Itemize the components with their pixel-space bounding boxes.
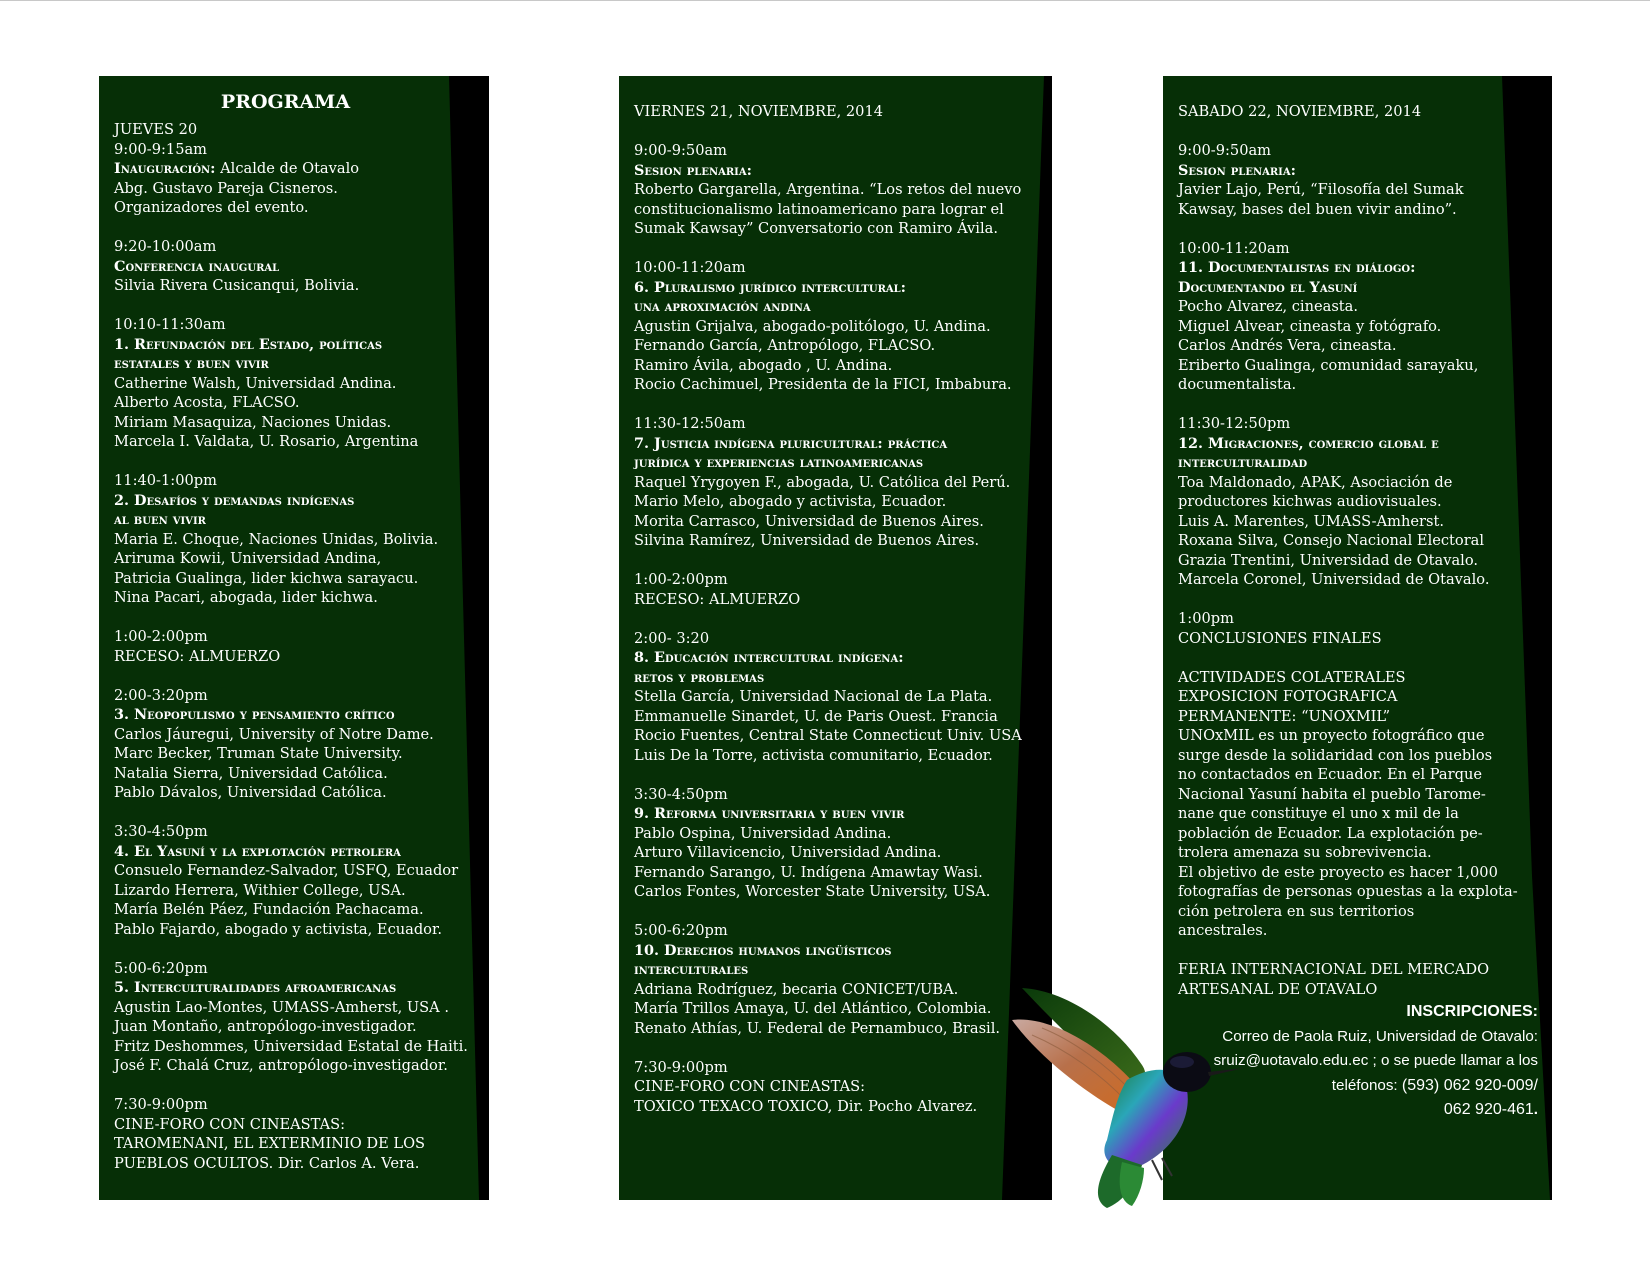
session-line: Agustin Grijalva, abogado-politólogo, U. Andina. bbox=[634, 317, 991, 335]
session-time: 1:00-2:00pm bbox=[634, 571, 728, 588]
session-line: Renato Athías, U. Federal de Pernambuco, Brasil. bbox=[634, 1019, 1001, 1037]
session-title: 10. Derechos humanos lingüísticos bbox=[634, 941, 892, 959]
session-title: 3. Neopopulismo y pensamiento crítico bbox=[114, 706, 395, 723]
session-line: Rocio Fuentes, Central State Connecticut Univ. USA bbox=[634, 727, 1022, 744]
session-line: nane que constituye el uno x mil de la bbox=[1178, 805, 1459, 822]
session-line: María Belén Páez, Fundación Pachacama. bbox=[114, 901, 424, 918]
inscripciones-end: . bbox=[1533, 1101, 1538, 1118]
session-title: Inauguración: bbox=[114, 160, 216, 177]
session-time: 9:00-9:50am bbox=[1178, 142, 1272, 159]
session-title: 5. Interculturalidades afroamericanas bbox=[114, 979, 397, 996]
session-title-line bbox=[114, 159, 469, 179]
session-title: jurídica y experiencias latinoamericanas bbox=[634, 454, 924, 471]
session-block bbox=[634, 141, 1044, 239]
session-block bbox=[634, 785, 1044, 902]
session-title: Sesion plenaria: bbox=[1178, 161, 1296, 179]
session-title-rest: Alcalde de Otavalo bbox=[215, 160, 360, 177]
session-title: 1. Refundación del Estado, políticas bbox=[114, 335, 383, 353]
session-title-line bbox=[1178, 434, 1538, 454]
session-line: PUEBLOS OCULTOS. Dir. Carlos A. Vera. bbox=[114, 1154, 420, 1172]
session-line: Grazia Trentini, Universidad de Otavalo. bbox=[1178, 551, 1478, 569]
session-line: Sumak Kawsay” Conversatorio con Ramiro Ávila. bbox=[634, 220, 998, 237]
day-heading: SABADO 22, NOVIEMBRE, 2014 bbox=[1178, 103, 1422, 120]
session-line: no contactados en Ecuador. En el Parque bbox=[1178, 766, 1482, 783]
session-title: 8. Educación intercultural indígena: bbox=[634, 649, 904, 666]
session-line: CINE-FORO CON CINEASTAS: bbox=[634, 1078, 866, 1095]
session-title-line bbox=[114, 354, 469, 374]
session-line: Maria E. Choque, Naciones Unidas, Bolivia. bbox=[114, 530, 439, 548]
session-title-line bbox=[634, 434, 1044, 454]
session-title-line bbox=[114, 257, 469, 277]
session-block bbox=[114, 627, 469, 666]
session-time: 3:30-4:50pm bbox=[114, 823, 208, 840]
session-block bbox=[634, 414, 1044, 551]
session-title-line bbox=[114, 978, 469, 998]
session-line: población de Ecuador. La explotación pe- bbox=[1178, 824, 1483, 842]
day-heading: VIERNES 21, NOVIEMBRE, 2014 bbox=[634, 103, 884, 120]
session-line: Roberto Gargarella, Argentina. “Los retos del nuevo bbox=[634, 181, 1022, 198]
session-line: Catherine Walsh, Universidad Andina. bbox=[114, 374, 397, 392]
session-line: productores kichwas audiovisuales. bbox=[1178, 493, 1442, 510]
session-line: Luis De la Torre, activista comunitario, Ecuador. bbox=[634, 746, 993, 764]
session-line: Arturo Villavicencio, Universidad Andina. bbox=[634, 844, 942, 861]
session-line: Alberto Acosta, FLACSO. bbox=[114, 394, 300, 411]
session-line: Mario Melo, abogado y activista, Ecuador. bbox=[634, 493, 947, 510]
session-title: Documentando el Yasuní bbox=[1178, 278, 1358, 296]
session-title-line bbox=[634, 278, 1044, 298]
session-time: 7:30-9:00pm bbox=[114, 1096, 208, 1113]
inscripciones-line1: Correo de Paola Ruiz, Universidad de Otavalo: bbox=[1222, 1027, 1538, 1045]
session-title: al buen vivir bbox=[114, 511, 206, 528]
session-line: Roxana Silva, Consejo Nacional Electoral bbox=[1178, 532, 1485, 549]
session-title-line bbox=[634, 161, 1044, 181]
session-line: Miriam Masaquiza, Naciones Unidas. bbox=[114, 413, 392, 431]
session-title-line bbox=[1178, 453, 1538, 473]
session-time: 11:30-12:50pm bbox=[1178, 415, 1291, 432]
session-line: surge desde la solidaridad con los pueblos bbox=[1178, 746, 1493, 764]
session-line: El objetivo de este proyecto es hacer 1,000 bbox=[1178, 863, 1498, 881]
column-jueves bbox=[114, 90, 469, 1193]
session-title: Conferencia inaugural bbox=[114, 257, 280, 275]
session-block bbox=[114, 959, 469, 1076]
session-line: Pablo Dávalos, Universidad Católica. bbox=[114, 784, 387, 801]
session-title: 7. Justicia indígena pluricultural: práctica bbox=[634, 434, 948, 452]
session-title: 9. Reforma universitaria y buen vivir bbox=[634, 805, 905, 822]
session-line: Stella García, Universidad Nacional de La Plata. bbox=[634, 688, 993, 705]
session-line: TAROMENANI, EL EXTERMINIO DE LOS bbox=[114, 1135, 426, 1152]
session-line: RECESO: ALMUERZO bbox=[634, 590, 801, 608]
session-title-line bbox=[1178, 161, 1538, 181]
session-time: 11:40-1:00pm bbox=[114, 472, 217, 489]
session-line: Ramiro Ávila, abogado , U. Andina. bbox=[634, 356, 893, 374]
session-block bbox=[114, 686, 469, 803]
column-sabado bbox=[1178, 102, 1538, 1019]
session-line: TOXICO TEXACO TOXICO, Dir. Pocho Alvarez. bbox=[634, 1097, 978, 1115]
session-line: Luis A. Marentes, UMASS-Amherst. bbox=[1178, 512, 1444, 530]
session-line: Organizadores del evento. bbox=[114, 199, 309, 216]
session-line: CONCLUSIONES FINALES bbox=[1178, 629, 1382, 647]
top-rule bbox=[0, 0, 1650, 1]
session-line: Morita Carrasco, Universidad de Buenos Aires. bbox=[634, 512, 984, 530]
session-title-line bbox=[634, 804, 1044, 824]
session-line: constitucionalismo latinoamericano para lograr el bbox=[634, 200, 1004, 218]
session-title-line bbox=[634, 648, 1044, 668]
inscripciones-phone-1: (593) 062 920-009/ bbox=[1401, 1076, 1538, 1094]
session-time: 3:30-4:50pm bbox=[634, 785, 728, 803]
session-block bbox=[114, 237, 469, 296]
session-block bbox=[1178, 141, 1538, 219]
session-title: 6. Pluralismo jurídico intercultural: bbox=[634, 278, 906, 296]
program-title: PROGRAMA bbox=[220, 91, 351, 113]
day-heading: JUEVES 20 bbox=[114, 121, 198, 138]
session-time: 9:00-9:50am bbox=[634, 142, 728, 159]
session-line: Marcela I. Valdata, U. Rosario, Argentina bbox=[114, 433, 419, 450]
session-time: 9:00-9:15am bbox=[114, 140, 208, 158]
session-line: Kawsay, bases del buen vivir andino”. bbox=[1178, 200, 1457, 218]
session-line: Silvina Ramírez, Universidad de Buenos Aires. bbox=[634, 532, 980, 549]
session-time: 1:00-2:00pm bbox=[114, 628, 208, 645]
session-time: 10:00-11:20am bbox=[634, 259, 746, 276]
session-line: Emmanuelle Sinardet, U. de Paris Ouest. Francia bbox=[634, 707, 998, 725]
session-line: Rocio Cachimuel, Presidenta de la FICI, Imbabura. bbox=[634, 376, 1012, 393]
session-block bbox=[634, 258, 1044, 395]
hummingbird-image bbox=[1012, 980, 1257, 1220]
session-block bbox=[1178, 239, 1538, 395]
session-time: FERIA INTERNACIONAL DEL MERCADO bbox=[1178, 961, 1490, 978]
session-time: 5:00-6:20pm bbox=[634, 922, 728, 939]
session-title: retos y problemas bbox=[634, 668, 765, 686]
session-title-line bbox=[634, 453, 1044, 473]
session-time: 2:00-3:20pm bbox=[114, 686, 208, 704]
session-time: 1:00pm bbox=[1178, 610, 1234, 627]
session-line: Nina Pacari, abogada, lider kichwa. bbox=[114, 589, 378, 606]
inscripciones-phone-label: teléfonos: bbox=[1331, 1076, 1402, 1094]
session-title: 4. El Yasuní y la explotación petrolera bbox=[114, 842, 401, 860]
session-title: interculturales bbox=[634, 961, 749, 978]
session-time: 2:00- 3:20 bbox=[634, 629, 710, 647]
session-line: ción petrolera en sus territorios bbox=[1178, 902, 1415, 920]
session-block bbox=[634, 629, 1044, 766]
session-block bbox=[114, 315, 469, 452]
session-line: fotografías de personas opuestas a la explota- bbox=[1178, 883, 1518, 900]
column-viernes bbox=[634, 102, 1044, 1136]
session-title: Sesion plenaria: bbox=[634, 161, 752, 179]
session-title-line bbox=[114, 705, 469, 725]
panel-viernes bbox=[619, 76, 1052, 1200]
session-line: Fritz Deshommes, Universidad Estatal de Haiti. bbox=[114, 1037, 468, 1055]
inscripciones-heading: INSCRIPCIONES: bbox=[1406, 1003, 1538, 1020]
session-title-line bbox=[1178, 258, 1538, 278]
session-block bbox=[1178, 609, 1538, 648]
session-line: Carlos Jáuregui, University of Notre Dame. bbox=[114, 725, 434, 743]
session-line: Adriana Rodríguez, becaria CONICET/UBA. bbox=[634, 980, 959, 998]
session-title: interculturalidad bbox=[1178, 454, 1308, 471]
session-line: Nacional Yasuní habita el pueblo Tarome- bbox=[1178, 785, 1486, 803]
session-line: ARTESANAL DE OTAVALO bbox=[1178, 980, 1378, 998]
session-line: José F. Chalá Cruz, antropólogo-investigador. bbox=[114, 1057, 448, 1074]
session-time: 5:00-6:20pm bbox=[114, 959, 208, 977]
inscripciones-phone-2: 062 920-461 bbox=[1443, 1101, 1534, 1118]
session-time: ACTIVIDADES COLATERALES bbox=[1178, 668, 1406, 686]
session-time: 10:10-11:30am bbox=[114, 316, 226, 333]
session-title-line bbox=[634, 960, 1044, 980]
session-line: UNOxMIL es un proyecto fotográfico que bbox=[1178, 727, 1485, 744]
session-line: Juan Montaño, antropólogo-investigador. bbox=[114, 1018, 417, 1035]
session-time: 11:30-12:50am bbox=[634, 415, 746, 432]
session-line: Ariruma Kowii, Universidad Andina, bbox=[114, 550, 382, 567]
inscripciones-email-line: sruiz@uotavalo.edu.ec ; o se puede llamar a los bbox=[1213, 1052, 1538, 1069]
session-block bbox=[1178, 414, 1538, 590]
session-line: Marcela Coronel, Universidad de Otavalo. bbox=[1178, 571, 1490, 588]
session-line: Lizardo Herrera, Withier College, USA. bbox=[114, 881, 406, 899]
session-title-line bbox=[634, 297, 1044, 317]
session-title: 11. Documentalistas en diálogo: bbox=[1178, 259, 1416, 276]
session-line: Consuelo Fernandez-Salvador, USFQ, Ecuador bbox=[114, 862, 459, 879]
session-line: PERMANENTE: “UNOXMIL” bbox=[1178, 707, 1391, 725]
session-line: Pablo Ospina, Universidad Andina. bbox=[634, 824, 892, 842]
session-time: 7:30-9:00pm bbox=[634, 1058, 728, 1076]
session-line: Javier Lajo, Perú, “Filosofía del Sumak bbox=[1178, 181, 1464, 198]
session-line: Fernando García, Antropólogo, FLACSO. bbox=[634, 337, 936, 354]
session-line: trolera amenaza su sobrevivencia. bbox=[1178, 844, 1432, 861]
session-line: Agustin Lao-Montes, UMASS-Amherst, USA . bbox=[114, 998, 449, 1016]
session-time: 10:00-11:20am bbox=[1178, 239, 1290, 257]
session-block bbox=[1178, 668, 1538, 941]
session-line: EXPOSICION FOTOGRAFICA bbox=[1178, 688, 1398, 705]
session-line: Silvia Rivera Cusicanqui, Bolivia. bbox=[114, 277, 360, 294]
session-line: Miguel Alvear, cineasta y fotógrafo. bbox=[1178, 317, 1442, 335]
session-block bbox=[634, 1058, 1044, 1117]
session-line: Pablo Fajardo, abogado y activista, Ecuador. bbox=[114, 920, 442, 938]
session-title-line bbox=[114, 510, 469, 530]
session-line: Eriberto Gualinga, comunidad sarayaku, bbox=[1178, 356, 1479, 374]
session-title: estatales y buen vivir bbox=[114, 355, 269, 372]
session-line: Toa Maldonado, APAK, Asociación de bbox=[1178, 473, 1453, 491]
session-block bbox=[114, 1095, 469, 1173]
panel-jueves bbox=[99, 76, 489, 1200]
session-block bbox=[114, 140, 469, 218]
session-title-line bbox=[114, 335, 469, 355]
session-title-line bbox=[114, 842, 469, 862]
session-line: Abg. Gustavo Pareja Cisneros. bbox=[114, 179, 338, 197]
session-block bbox=[634, 921, 1044, 1038]
session-line: Fernando Sarango, U. Indígena Amawtay Wasi. bbox=[634, 863, 983, 881]
session-title-line bbox=[1178, 278, 1538, 298]
session-block bbox=[114, 822, 469, 939]
session-line: Patricia Gualinga, lider kichwa sarayacu. bbox=[114, 569, 419, 587]
session-title: 12. Migraciones, comercio global e bbox=[1178, 434, 1439, 452]
session-line: Carlos Andrés Vera, cineasta. bbox=[1178, 337, 1397, 354]
session-line: RECESO: ALMUERZO bbox=[114, 647, 281, 665]
session-title: 2. Desafíos y demandas indígenas bbox=[114, 491, 355, 509]
session-line: documentalista. bbox=[1178, 376, 1297, 393]
session-block bbox=[114, 471, 469, 608]
session-title: una aproximación andina bbox=[634, 298, 811, 315]
session-title-line bbox=[634, 941, 1044, 961]
session-title-line bbox=[634, 668, 1044, 688]
session-line: Carlos Fontes, Worcester State University, USA. bbox=[634, 883, 991, 900]
session-line: Pocho Alvarez, cineasta. bbox=[1178, 298, 1359, 315]
session-line: Natalia Sierra, Universidad Católica. bbox=[114, 764, 388, 782]
session-title-line bbox=[114, 491, 469, 511]
session-line: Marc Becker, Truman State University. bbox=[114, 745, 403, 762]
session-line: Raquel Yrygoyen F., abogada, U. Católica del Perú. bbox=[634, 473, 1011, 491]
session-line: CINE-FORO CON CINEASTAS: bbox=[114, 1115, 346, 1133]
session-time: 9:20-10:00am bbox=[114, 238, 217, 255]
session-block bbox=[634, 570, 1044, 609]
session-line: María Trillos Amaya, U. del Atlántico, Colombia. bbox=[634, 1000, 992, 1017]
session-line: ancestrales. bbox=[1178, 922, 1268, 939]
